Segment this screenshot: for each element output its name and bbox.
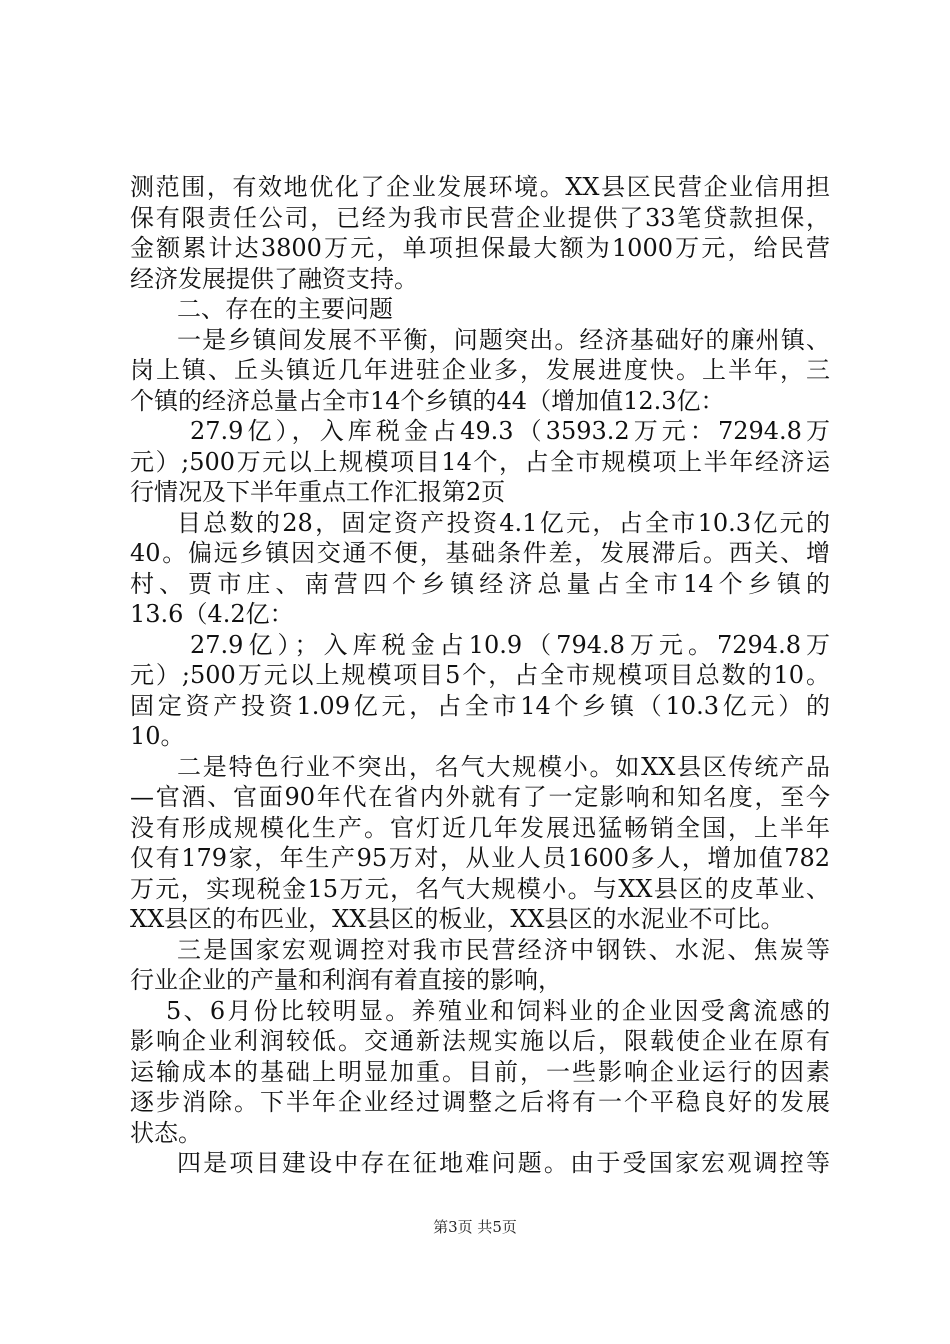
- section-heading: 二、存在的主要问题: [177, 295, 393, 323]
- body-text: [130, 172, 830, 1179]
- text-line: 岗上镇、丘头镇近几年进驻企业多，发展进度快。上半年，三: [130, 356, 830, 384]
- text-line: 经济发展提供了融资支持。: [130, 264, 418, 293]
- text-line: 27.9亿），入库税金占49.3（3593.2万元：7294.8万: [190, 417, 830, 445]
- text-line: 保有限责任公司，已经为我市民营企业提供了33笔贷款担保，: [130, 203, 830, 232]
- page-number-label: 第3页 共5页: [433, 1218, 517, 1236]
- text-line: 10。: [130, 722, 185, 750]
- page-footer: [0, 1216, 950, 1237]
- text-line: —官酒、官面90年代在省内外就有了一定影响和知名度，至今: [130, 783, 830, 811]
- text-line: 元）;500万元以上规模项目5个，占全市规模项目总数的10。: [130, 661, 830, 689]
- text-line: 三是国家宏观调控对我市民营经济中钢铁、水泥、焦炭等: [177, 935, 830, 964]
- text-line: 二是特色行业不突出，名气大规模小。如XX县区传统产品: [177, 752, 830, 781]
- text-line: 40。偏远乡镇因交通不便，基础条件差，发展滞后。西关、增: [130, 539, 830, 567]
- text-line: 逐步消除。下半年企业经过调整之后将有一个平稳良好的发展: [130, 1088, 830, 1116]
- text-line: 仅有179家，年生产95万对，从业人员1600多人，增加值782: [130, 844, 830, 872]
- text-line: 四是项目建设中存在征地难问题。由于受国家宏观调控等: [177, 1149, 830, 1177]
- text-line: 行业企业的产量和利润有着直接的影响，: [130, 966, 562, 994]
- text-line: 行情况及下半年重点工作汇报第2页: [130, 478, 506, 506]
- text-line: 村、贾市庄、南营四个乡镇经济总量占全市14个乡镇的: [130, 569, 830, 598]
- text-line: 一是乡镇间发展不平衡，问题突出。经济基础好的廉州镇、: [177, 325, 830, 354]
- text-line: 影响企业利润较低。交通新法规实施以后，限载使企业在原有: [130, 1027, 830, 1055]
- text-line: 万元，实现税金15万元，名气大规模小。与XX县区的皮革业、: [130, 874, 830, 903]
- text-line: 运输成本的基础上明显加重。目前，一些影响企业运行的因素: [130, 1057, 830, 1086]
- text-line: 没有形成规模化生产。官灯近几年发展迅猛畅销全国，上半年: [130, 813, 830, 842]
- text-line: 13.6（4.2亿：: [130, 600, 294, 628]
- text-line: XX县区的布匹业，XX县区的板业，XX县区的水泥业不可比。: [130, 905, 785, 933]
- text-line: 目总数的28，固定资产投资4.1亿元，占全市10.3亿元的: [177, 508, 830, 537]
- text-line: 个镇的经济总量占全市14个乡镇的44（增加值12.3亿：: [130, 386, 725, 415]
- text-line: 测范围，有效地优化了企业发展环境。XX县区民营企业信用担: [130, 173, 830, 201]
- text-line: 金额累计达3800万元，单项担保最大额为1000万元，给民营: [130, 234, 830, 262]
- text-line: 27.9亿）；入库税金占10.9（794.8万元。7294.8万: [190, 630, 830, 659]
- text-line: 状态。: [130, 1118, 202, 1147]
- text-line: 5、6月份比较明显。养殖业和饲料业的企业因受禽流感的: [166, 996, 830, 1025]
- text-line: 元）;500万元以上规模项目14个，占全市规模项上半年经济运: [130, 447, 830, 476]
- text-line: 固定资产投资1.09亿元，占全市14个乡镇（10.3亿元）的: [130, 691, 830, 720]
